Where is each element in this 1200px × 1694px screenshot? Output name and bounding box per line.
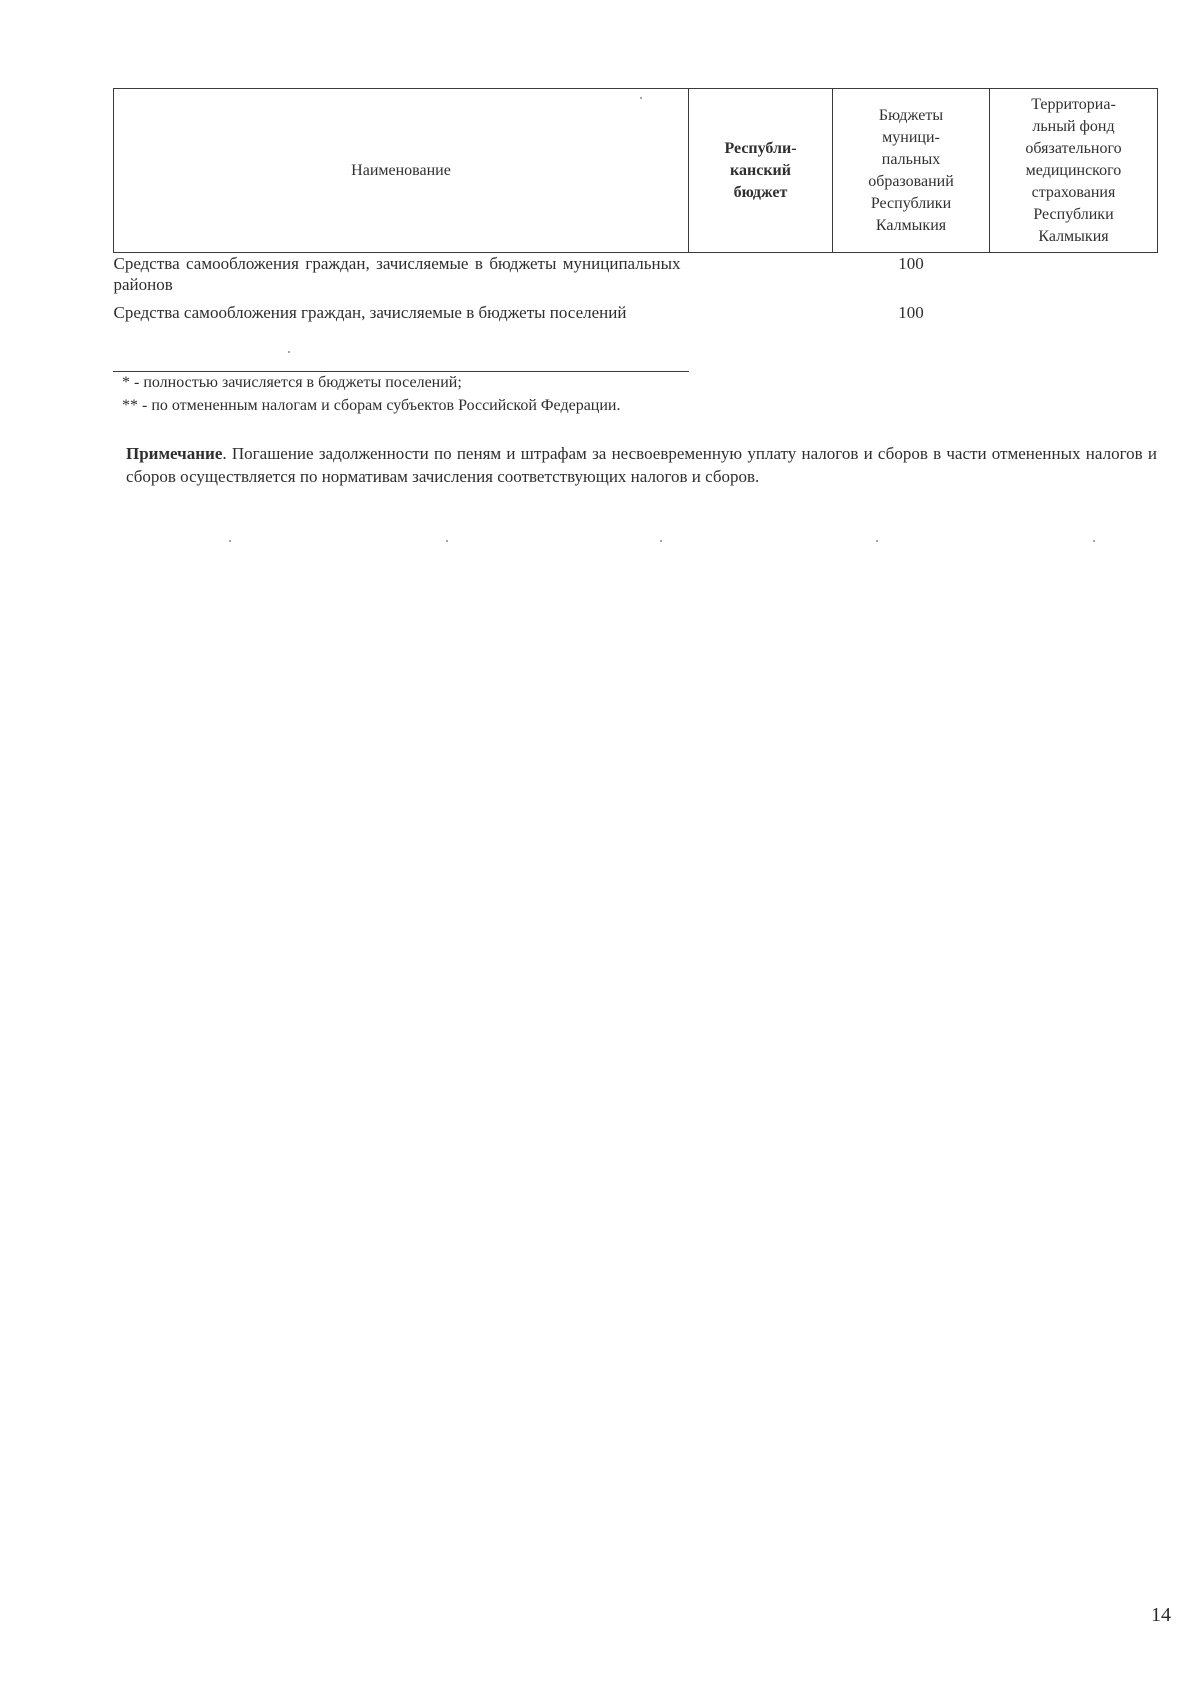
- footnote-separator: [113, 371, 689, 372]
- footnote-single-star: * - полностью зачисляется в бюджеты поселений;: [122, 374, 462, 391]
- header-name: Наименование: [114, 89, 689, 253]
- page-number: 14: [1151, 1604, 1171, 1626]
- table-row: [114, 253, 1158, 302]
- scan-speck: [660, 540, 662, 542]
- table-row: [114, 302, 1158, 348]
- row-republican: [689, 302, 833, 348]
- scan-speck: [1093, 540, 1095, 542]
- row-republican: [689, 253, 833, 302]
- header-republican-text: Республи- канский бюджет: [724, 139, 797, 201]
- revenue-table: [113, 88, 1158, 348]
- scan-speck: [876, 540, 878, 542]
- header-municipal-text: Бюджеты муници- пальных образований Республики Калмыкия: [868, 106, 954, 234]
- row-fund: [990, 253, 1158, 302]
- scan-speck: [288, 351, 290, 353]
- row-municipal: 100: [898, 302, 924, 322]
- header-municipal-budgets: [833, 89, 990, 253]
- scan-speck: [446, 540, 448, 542]
- table-header-row: [114, 89, 1158, 253]
- scan-speck: [229, 540, 231, 542]
- row-name: Средства самообложения граждан, зачисляемые в бюджеты поселений: [113, 302, 627, 322]
- row-municipal: 100: [898, 254, 924, 273]
- row-name: Средства самообложения граждан, зачисляемые в бюджеты муниципальных районов: [113, 254, 681, 294]
- header-health-fund: [990, 89, 1158, 253]
- footnote-double-star: ** - по отмененным налогам и сборам субъектов Российской Федерации.: [122, 397, 621, 414]
- row-fund: [990, 302, 1158, 348]
- note-label: Примечание: [126, 444, 223, 463]
- header-republican-budget: [689, 89, 833, 253]
- note-paragraph: [126, 442, 1157, 488]
- note-text: . Погашение задолженности по пеням и штрафам за несвоевременную уплату налогов и сборов в части отмененных налогов и сборов осуществляется по нормативам зачисления соответствующих налогов и сборов.: [126, 444, 1157, 486]
- scan-speck: [640, 97, 642, 99]
- header-fund-text: Территориа- льный фонд обязательного медицинского страхования Республики Калмыкия: [1025, 95, 1122, 245]
